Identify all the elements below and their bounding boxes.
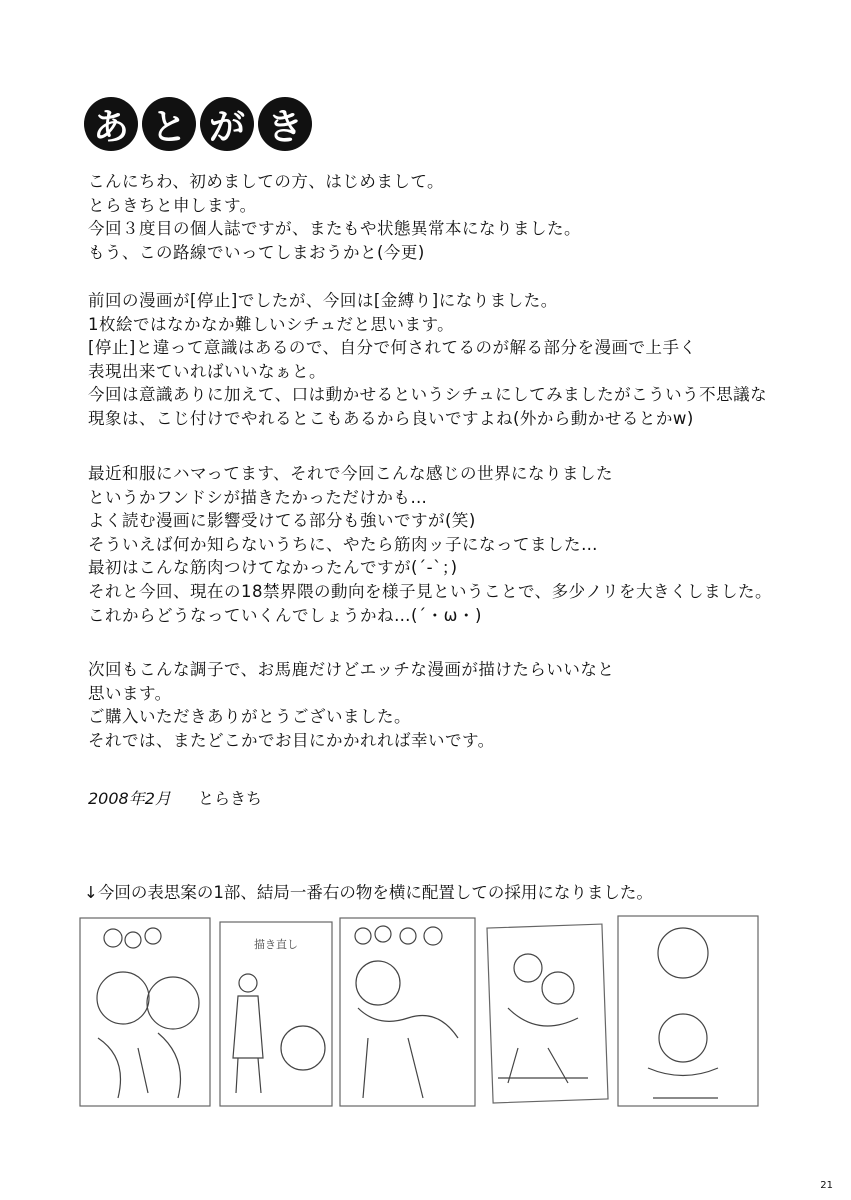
sketch-2 xyxy=(220,922,332,1106)
date: 2008年2月 xyxy=(88,789,171,808)
sketch-caption: ↓今回の表思案の1部、結局一番右の物を横に配置しての採用になりました。 xyxy=(84,883,653,902)
text-line: よく読む漫画に影響受けてる部分も強いですが(笑) xyxy=(88,511,476,531)
sketch-4 xyxy=(487,924,608,1103)
cover-sketches xyxy=(78,908,768,1113)
paragraph-theme xyxy=(88,289,767,431)
text-line: とらきちと申します。 xyxy=(88,195,257,215)
paragraph-closing xyxy=(88,658,614,752)
text-line: 1枚絵ではなかなか難しいシチュだと思います。 xyxy=(88,314,455,334)
author: とらきち xyxy=(198,789,263,808)
text-line: こんにちわ、初めましての方、はじめまして。 xyxy=(88,172,445,191)
paragraph-style xyxy=(88,462,772,627)
title-char: が xyxy=(200,97,254,151)
sketch-note: 描き直し xyxy=(254,938,298,951)
text-line: 現象は、こじ付けでやれるとこもあるから良いですよね(外から動かせるとかw) xyxy=(88,408,694,428)
text-line: ご購入いただきありがとうございました。 xyxy=(88,707,411,727)
text-line: もう、この路線でいってしまおうかと(今更) xyxy=(88,242,425,262)
text-line: [停止]と違って意識はあるので、自分で何されてるのが解る部分を漫画で上手く xyxy=(88,338,697,358)
text-line: 今回３度目の個人誌ですが、またもや状態異常本になりました。 xyxy=(88,219,581,239)
page-number: 21 xyxy=(820,1180,833,1191)
text-line: これからどうなっていくんでしょうかね…(´・ω・) xyxy=(88,605,482,625)
sketch-1 xyxy=(80,918,210,1106)
paragraph-greeting xyxy=(88,170,581,264)
text-line: それと今回、現在の18禁界隈の動向を様子見ということで、多少ノリを大きくしました。 xyxy=(88,581,773,601)
afterword-title xyxy=(84,97,312,151)
title-char: き xyxy=(258,97,312,151)
text-line: 次回もこんな調子で、お馬鹿だけどエッチな漫画が描けたらいいなと xyxy=(88,660,615,679)
signature xyxy=(88,786,284,809)
sketch-3 xyxy=(340,918,475,1106)
text-line: 前回の漫画が[停止]でしたが、今回は[金縛り]になりました。 xyxy=(88,291,558,310)
title-char: あ xyxy=(84,97,138,151)
text-line: それでは、またどこかでお目にかかれれば幸いです。 xyxy=(88,730,495,750)
text-line: そういえば何か知らないうちに、やたら筋肉ッ子になってました… xyxy=(88,534,598,554)
text-line: 表現出来ていればいいなぁと。 xyxy=(88,361,326,381)
sketch-5 xyxy=(618,916,758,1106)
title-char: と xyxy=(142,97,196,151)
text-line: 最初はこんな筋肉つけてなかったんですが(´-`；) xyxy=(88,558,458,578)
text-line: 思います。 xyxy=(88,683,172,703)
text-line: というかフンドシが描きたかっただけかも… xyxy=(88,487,428,507)
text-line: 今回は意識ありに加えて、口は動かせるというシチュにしてみましたがこういう不思議な xyxy=(88,385,768,405)
text-line: 最近和服にハマってます、それで今回こんな感じの世界になりました xyxy=(88,464,614,483)
